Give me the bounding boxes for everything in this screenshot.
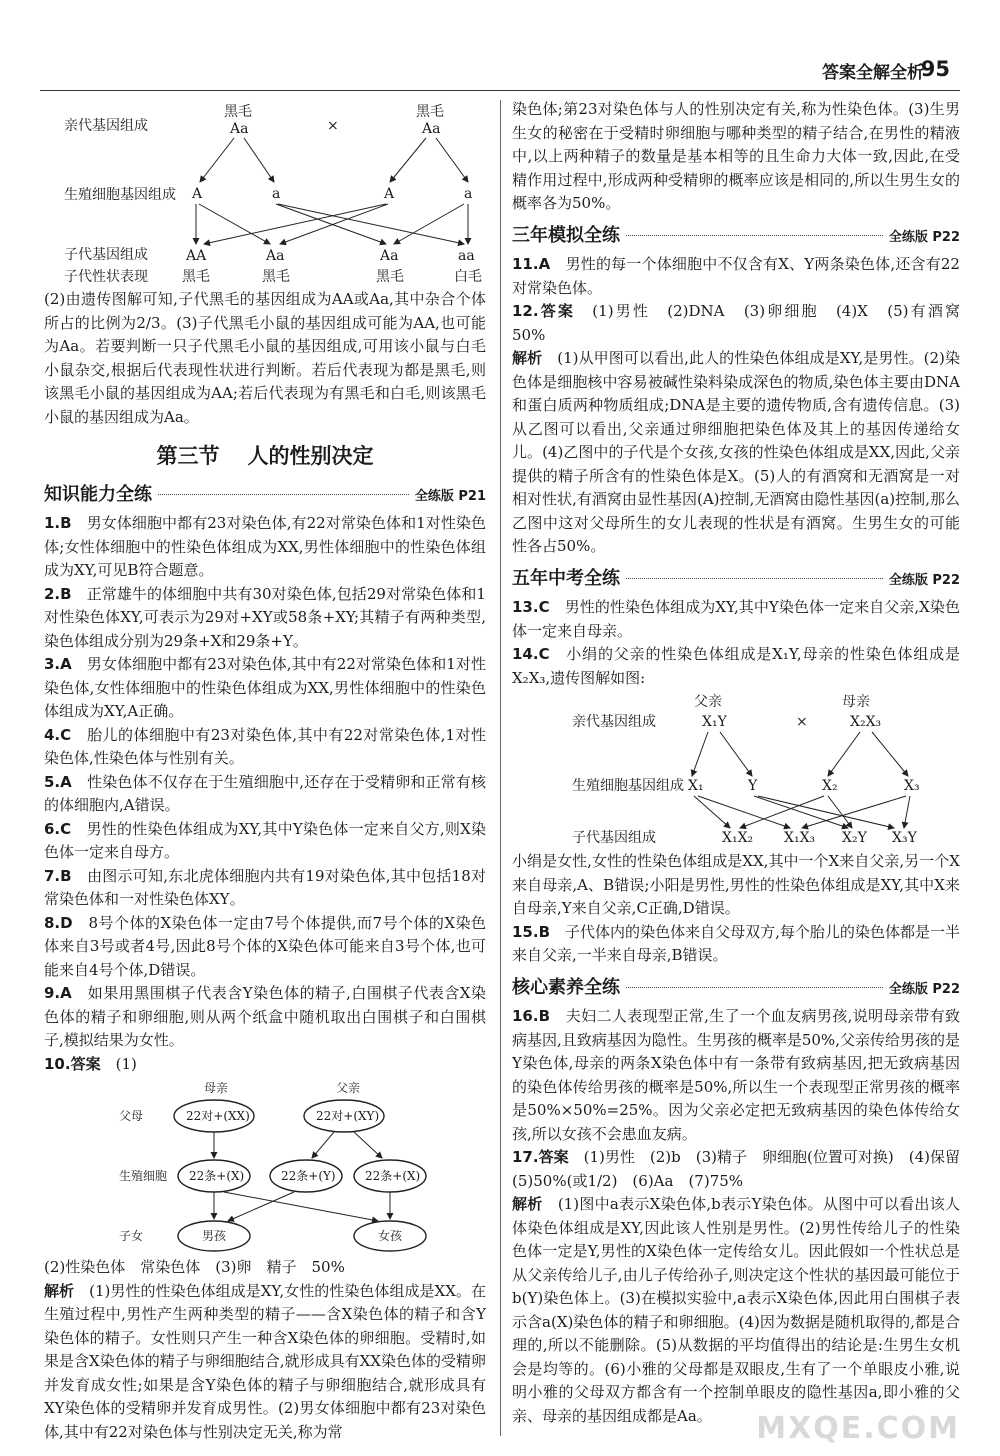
answer-item: 5.A 性染色体不仅存在于生殖细胞中,还存在于受精卵和正常有核的体细胞内,A错误。 <box>44 772 486 814</box>
section-title: 三年模拟全练 <box>512 224 620 246</box>
child-geno-2: Aa <box>266 248 285 264</box>
header-title: 答案全解全析 <box>822 63 924 83</box>
answer-item-14: 14.C 小绢的父亲的性染色体组成是X₁Y,母亲的性染色体组成是X₂X₃,遗传图解如图: <box>512 645 960 687</box>
section-ref: 全练版 P22 <box>888 981 960 997</box>
answer-paragraph: (2)由遗传图解可知,子代黑毛的基因组成为AA或Aa,其中杂合个体所占的比例为2/3。(3)子代黑毛小鼠的基因组成可能为AA,也可能为Aa。若要判断一只子代黑毛小鼠的基因组成,可用该小鼠与白毛小鼠杂交,根据后代表现性状进行判断。若后代表现为都是黑毛,则该黑毛小鼠的基因组成为AA;若后代表现为有黑毛和白毛,则该黑毛小鼠的基因组成为Aa。 <box>44 290 486 426</box>
gamete-3: A <box>384 186 395 202</box>
gamete-1: A <box>192 186 203 202</box>
answer-item: 4.C 胎儿的体细胞中有23对染色体,其中有22对常染色体,1对性染色体,性染色体与性别有关。 <box>44 725 486 767</box>
child-x2y: X₂Y <box>842 830 867 846</box>
row-label-gamete: 生殖细胞基因组成 <box>64 187 176 203</box>
child-x1x3: X₁X₃ <box>784 830 816 846</box>
gamete-2: a <box>272 186 281 202</box>
answer-item: 6.C 男性的性染色体组成为XY,其中Y染色体一定来自父方,则X染色体一定来自母方。 <box>44 819 486 861</box>
gamete-x3: X₃ <box>904 778 920 794</box>
child-pheno-2: 黑毛 <box>262 269 290 285</box>
right-column <box>512 98 976 1428</box>
answer-item-15: 15.B 子代体内的染色体来自父母双方,每个胎儿的染色体都是一半来自父亲,一半来自母亲,B错误。 <box>512 922 960 964</box>
mother-cell: 22对+(XX) <box>186 1109 250 1123</box>
father-cell: 22对+(XY) <box>316 1109 380 1123</box>
section-heading <box>512 976 960 1002</box>
gamete-y: Y <box>748 778 758 794</box>
section-heading <box>512 224 960 250</box>
child-x1x2: X₁X₂ <box>722 830 754 846</box>
section-title: 五年中考全练 <box>512 567 620 589</box>
analysis-17: 解析 (1)图中a表示X染色体,b表示Y染色体。从图中可以看出该人体染色体组成是XY,因此该人性别是男性。(2)男性传给儿子的性染色体一定是Y,男性的X染色体一定传给女儿。因此假如一个性状总是从父亲传给儿子,由儿子传给孙子,则决定这个性状的基因最可能位于b(Y)染色体上。(3)在模拟实验中,a表示X染色体,因此用白围棋子表示含a(X)染色体的精子和卵细胞。(4)因为数据是随机取得的,都是合理的,所以不能删除。(5)从数据的平均值得出的结论是:生男生女机会是均等的。(6)小雅的父母都是双眼皮,生有了一个单眼皮小雅,说明小雅的父母双方都含有一个控制单眼皮的隐性基因a,即小雅的父亲、母亲的基因组成都是Aa。 <box>512 1195 960 1425</box>
page-number: 95 <box>920 57 950 81</box>
row-label-children: 子女 <box>119 1229 144 1243</box>
child-pheno-1: 黑毛 <box>182 269 210 285</box>
gamete-mother-x: 22条+(X) <box>189 1169 245 1183</box>
left-column <box>44 98 486 1444</box>
row-label-parent: 亲代基因组成 <box>64 118 148 134</box>
mother-genotype: X₂X₃ <box>850 714 882 730</box>
label-father: 父亲 <box>336 1081 361 1095</box>
header-rule <box>40 90 960 91</box>
q10-analysis: 解析 (1)男性的性染色体组成是XY,女性的性染色体组成是XX。在生殖过程中,男性产生两种类型的精子——含X染色体的精子和含Y染色体的精子。女性则只产生一种含X染色体的卵细胞。受精时,如果是含X染色体的精子与卵细胞结合,就形成具有XX染色体的受精卵并发育成女性;如果是含Y染色体的精子与卵细胞结合,就形成具有XY染色体的受精卵并发育成男性。(2)男女体细胞中都有23对染色体,其中有22对染色体与性别决定无关,称为常 <box>44 1281 486 1441</box>
answer-14-explanation: 小绢是女性,女性的性染色体组成是XX,其中一个X来自父亲,另一个X来自母亲,A、B错误;小阳是男性,男性的性染色体组成是XY,其中X来自母亲,Y来自父亲,C正确,D错误。 <box>512 852 960 917</box>
answer-item-11: 11.A 男性的每一个体细胞中不仅含有X、Y两条染色体,还含有22对常染色体。 <box>512 255 960 297</box>
section-ref: 全练版 P22 <box>888 229 960 245</box>
chapter-title: 人的性别决定 <box>247 444 374 468</box>
section-heading <box>44 483 486 509</box>
sex-determination-diagram <box>44 1076 486 1256</box>
row-label-gamete: 生殖细胞基因组成 <box>572 778 684 794</box>
gamete-x1: X₁ <box>688 778 704 794</box>
section-title: 知识能力全练 <box>44 483 152 505</box>
answer-item: 9.A 如果用黑围棋子代表含Y染色体的精子,白围棋子代表含X染色体的精子和卵细胞,则从两个纸盒中随机取出白围棋子和白围棋子,模拟结果为女性。 <box>44 984 486 1049</box>
answer-item-12: 12.答案 (1)男性 (2)DNA (3)卵细胞 (4)X (5)有酒窝 50% <box>512 302 976 344</box>
column-divider <box>500 100 501 1436</box>
answer-item-10: 10.答案 (1) <box>44 1054 137 1073</box>
child-x3y: X₃Y <box>892 830 917 846</box>
label-mother: 母亲 <box>842 694 870 710</box>
answer-list <box>44 512 486 1076</box>
watermark: MXQE.COM <box>756 1410 960 1446</box>
child-geno-4: aa <box>458 248 475 264</box>
gamete-4: a <box>464 186 473 202</box>
answer-item-16: 16.B 夫妇二人表现型正常,生了一个血友病男孩,说明母亲带有致病基因,且致病基因为隐性。生男孩的概率是50%,父亲传给男孩的是Y染色体,母亲的两条X染色体中有一条带有致病基因,把无致病基因的染色体传给男孩的概率是50%,所以生一个表现型正常男孩的概率是50%×50%=25%。因为父亲必定把无致病基因的染色体传给女孩,所以女孩不会患血友病。 <box>512 1007 960 1143</box>
child-geno-3: Aa <box>380 248 399 264</box>
row-label-child-geno: 子代基因组成 <box>64 247 148 263</box>
answer-item: 2.B 正常雄牛的体细胞中共有30对染色体,包括29对常染色体和1对性染色体XY,可表示为29对+XY或58条+XY;其精子有两种类型,染色体组成分别为29条+X和29条+Y。 <box>44 584 486 650</box>
row-label-gametes: 生殖细胞 <box>119 1169 168 1183</box>
section-heading <box>512 567 960 593</box>
gamete-x2: X₂ <box>822 778 838 794</box>
analysis-12: 解析 (1)从甲图可以看出,此人的性染色体组成是XY,是男性。(2)染色体是细胞核中容易被碱性染料染成深色的物质,染色体主要由DNA和蛋白质两种物质组成;DNA是主要的遗传物质,含有遗传信息。(3)从乙图可以看出,父亲通过卵细胞把染色体及其上的基因传递给女儿。(4)乙图中的子代是个女孩,女孩的性染色体组成是XX,因此,父亲提供的精子所含有的性染色体是X。(5)人的有酒窝和无酒窝是一对相对性状,有酒窝由显性基因(A)控制,无酒窝由隐性基因(a)控制,那么乙图中这对父母所生的女儿表现的性状是有酒窝。生男生女的可能性各占50%。 <box>512 349 960 555</box>
gamete-father-x: 22条+(X) <box>365 1169 421 1183</box>
answer-item: 3.A 男女体细胞中都有23对染色体,其中有22对常染色体和1对性染色体,女性体细胞中的性染色体组成为XX,男性体细胞中的性染色体组成为XY,A正确。 <box>44 655 486 720</box>
answer-item-13: 13.C 男性的性染色体组成为XY,其中Y染色体一定来自父亲,X染色体一定来自母亲。 <box>512 598 960 640</box>
label-father: 父亲 <box>694 694 722 710</box>
cross-symbol: × <box>327 118 339 134</box>
cross-symbol: × <box>796 714 808 730</box>
label-mother: 母亲 <box>204 1081 229 1095</box>
chapter-heading <box>44 445 486 469</box>
answer-item: 8.D 8号个体的X染色体一定由7号个体提供,而7号个体的X染色体来自3号或者4号,因此8号个体的X染色体可能来自3号个体,也可能来自4号个体,D错误。 <box>44 913 486 979</box>
row-label-parent: 亲代基因组成 <box>572 714 656 730</box>
genetic-diagram-mouse <box>44 98 486 288</box>
section-title: 核心素养全练 <box>512 976 620 998</box>
p2-genotype: Aa <box>422 121 441 137</box>
p1-genotype: Aa <box>230 121 249 137</box>
q10-answer-2: (2)性染色体 常染色体 (3)卵 精子 50% <box>44 1258 345 1276</box>
father-genotype: X₁Y <box>702 714 727 730</box>
answer-item: 7.B 由图示可知,东北虎体细胞内共有19对染色体,其中包括18对常染色体和一对性染色体XY。 <box>44 866 486 908</box>
child-pheno-4: 白毛 <box>454 269 482 285</box>
p2-phenotype: 黑毛 <box>416 104 444 120</box>
row-label-child-pheno: 子代性状表现 <box>64 269 148 285</box>
gamete-father-y: 22条+(Y) <box>281 1169 336 1183</box>
section-ref: 全练版 P22 <box>888 572 960 588</box>
row-label-child: 子代基因组成 <box>572 830 656 846</box>
child-geno-1: AA <box>186 248 207 264</box>
child-pheno-3: 黑毛 <box>376 269 404 285</box>
row-label-parents: 父母 <box>119 1109 144 1123</box>
section-ref: 全练版 P21 <box>414 488 486 504</box>
p1-phenotype: 黑毛 <box>224 104 252 120</box>
chapter-number: 第三节 <box>156 444 220 468</box>
child-boy: 男孩 <box>202 1229 227 1243</box>
answer-item-17: 17.答案 (1)男性 (2)b (3)精子 卵细胞(位置可对换) (4)保留 (5)50%(或1/2) (6)Aa (7)75% <box>512 1148 976 1190</box>
child-girl: 女孩 <box>378 1229 403 1243</box>
continued-paragraph: 染色体;第23对染色体与人的性别决定有关,称为性染色体。(3)生男生女的秘密在于受精时卵细胞与哪种类型的精子结合,在男性的精液中,以上两种精子的数量是基本相等的且生命力大体一致,因此,在受精作用过程中,形成两种受精卵的概率应该是相同的,所以生男生女的概率各为50%。 <box>512 100 960 212</box>
answer-item: 1.B 男女体细胞中都有23对染色体,有22对常染色体和1对性染色体;女性体细胞中的性染色体组成为XX,男性体细胞中的性染色体组成为XY,可见B符合题意。 <box>44 514 486 579</box>
sex-chromosome-diagram <box>512 690 960 850</box>
